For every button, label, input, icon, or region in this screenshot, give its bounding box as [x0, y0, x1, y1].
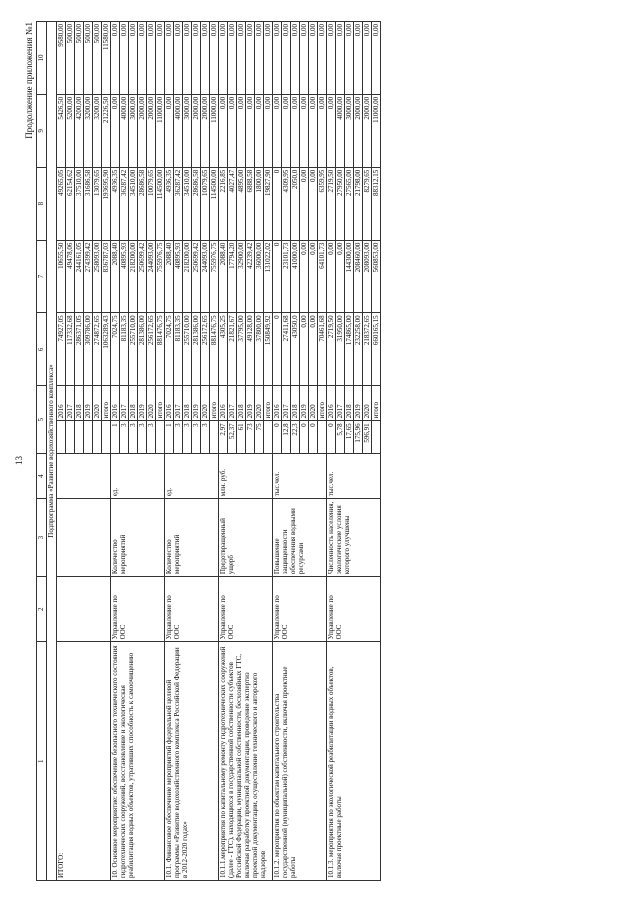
value-cell: 4000,00 — [174, 94, 183, 167]
value-cell: 250699,42 — [192, 240, 201, 313]
value-cell: 27950,00 — [336, 167, 345, 240]
value-cell: 0,00 — [318, 94, 327, 167]
executor-cell: Управление по ООС — [111, 577, 165, 642]
value-cell: 0,00 — [282, 22, 291, 95]
value-cell: 500,00 — [84, 22, 93, 95]
value-cell: 0,00 — [120, 22, 129, 95]
value-cell: 114500,00 — [156, 167, 165, 240]
year-cell: 2019 — [246, 386, 255, 421]
value-cell: 31950,00 — [336, 313, 345, 386]
year-cell: 2018 — [237, 386, 246, 421]
indicator-cell: Численность населения, экологические условия которого улучшены — [327, 499, 381, 577]
value-cell: 0,00 — [273, 94, 282, 167]
year-cell: 2016 — [111, 386, 120, 421]
value-cell: 41000,00 — [291, 240, 300, 313]
value-cell: 286371,05 — [75, 313, 84, 386]
activity-cell: 10. Основное мероприятие: обеспечение безопасного технического состояния гидротехнических сооружений, восстановление и экологическая реабилитация водных объектов, утративших способность к самоочищению — [111, 642, 165, 881]
value-cell: 17794,20 — [228, 240, 237, 313]
indicator-value-cell: 22,3 — [291, 421, 300, 454]
year-cell: 2018 — [75, 386, 84, 421]
value-cell: 4936,35 — [111, 167, 120, 240]
indicator-value-cell: 3 — [183, 421, 192, 454]
value-cell: 0,00 — [228, 94, 237, 167]
value-cell: 0,00 — [309, 22, 318, 95]
value-cell: 0,00 — [336, 240, 345, 313]
activity-cell: ИТОГО: — [57, 642, 111, 881]
indicator-value-cell — [57, 421, 66, 454]
value-cell: 0 — [273, 167, 282, 240]
indicator-value-cell: 3 — [201, 421, 210, 454]
value-cell: 3000,00 — [129, 94, 138, 167]
value-cell: 2088,40 — [165, 240, 174, 313]
value-cell: 42239,42 — [246, 240, 255, 313]
table-row — [219, 22, 228, 881]
value-cell: 3000,00 — [183, 94, 192, 167]
year-cell: 2017 — [174, 386, 183, 421]
value-cell: 81183,35 — [174, 313, 183, 386]
value-cell: 49265,05 — [57, 167, 66, 240]
value-cell: 40895,93 — [174, 240, 183, 313]
value-cell: 836787,03 — [102, 240, 111, 313]
value-cell: 21821,67 — [228, 313, 237, 386]
value-cell: 2000,00 — [192, 94, 201, 167]
col-number: 6 — [37, 313, 47, 386]
value-cell: 0,00 — [345, 22, 354, 95]
value-cell: 0,00 — [165, 94, 174, 167]
indicator-value-cell — [93, 421, 102, 454]
value-cell: 0,00 — [327, 240, 336, 313]
value-cell: 2216,85 — [219, 167, 228, 240]
value-cell: 62154,62 — [66, 167, 75, 240]
value-cell: 144300,00 — [345, 240, 354, 313]
value-cell: 6888,58 — [246, 167, 255, 240]
value-cell: 11000,00 — [372, 94, 381, 167]
value-cell: 0,00 — [363, 22, 372, 95]
indicator-value-cell — [84, 421, 93, 454]
value-cell: 255710,00 — [183, 313, 192, 386]
col-number: 7 — [37, 240, 47, 313]
value-cell: 3200,00 — [84, 94, 93, 167]
year-cell: 2019 — [138, 386, 147, 421]
indicator-value-cell: 3 — [147, 421, 156, 454]
value-cell: 3200,00 — [93, 94, 102, 167]
value-cell: 0,00 — [255, 22, 264, 95]
column-number-row — [37, 22, 47, 881]
col-number: 10 — [37, 22, 47, 95]
value-cell: 3000,00 — [345, 94, 354, 167]
value-cell: 0,00 — [291, 94, 300, 167]
table-row — [327, 22, 336, 881]
indicator-value-cell — [156, 421, 165, 454]
executor-cell: Управление по ООС — [327, 577, 381, 642]
value-cell: 28686,58 — [138, 167, 147, 240]
value-cell: 0,00 — [282, 94, 291, 167]
year-cell: 2020 — [363, 386, 372, 421]
col-number: 9 — [37, 94, 47, 167]
value-cell: 2000,00 — [201, 94, 210, 167]
value-cell: 36000,00 — [255, 240, 264, 313]
value-cell: 0,00 — [327, 94, 336, 167]
value-cell: 208093,00 — [363, 240, 372, 313]
value-cell: 0,00 — [309, 240, 318, 313]
year-cell: 2017 — [120, 386, 129, 421]
year-cell: 2020 — [255, 386, 264, 421]
value-cell: 208460,00 — [354, 240, 363, 313]
value-cell: 500,00 — [75, 22, 84, 95]
value-cell: 10655,50 — [57, 240, 66, 313]
indicator-value-cell: 3 — [174, 421, 183, 454]
year-cell: 2017 — [66, 386, 75, 421]
year-cell: 2018 — [183, 386, 192, 421]
value-cell: 49478,06 — [66, 240, 75, 313]
year-cell: 2019 — [354, 386, 363, 421]
value-cell: 49128,00 — [246, 313, 255, 386]
value-cell: 0,00 — [300, 167, 309, 240]
indicator-value-cell — [66, 421, 75, 454]
year-cell: 2018 — [129, 386, 138, 421]
value-cell: 0,00 — [264, 22, 273, 95]
value-cell: 0,00 — [210, 22, 219, 95]
indicator-value-cell — [372, 421, 381, 454]
value-cell: 21798,00 — [354, 167, 363, 240]
value-cell: 28686,58 — [192, 167, 201, 240]
indicator-value-cell — [75, 421, 84, 454]
indicator-value-cell: 5,78 — [336, 421, 345, 454]
indicator-value-cell — [264, 421, 273, 454]
value-cell: 174865,00 — [345, 313, 354, 386]
value-cell: 4000,00 — [120, 94, 129, 167]
value-cell: 0,00 — [300, 313, 309, 386]
indicator-value-cell: 0 — [273, 421, 282, 454]
value-cell: 27565,00 — [345, 167, 354, 240]
value-cell: 4200,00 — [75, 94, 84, 167]
value-cell: 281386,00 — [192, 313, 201, 386]
indicator-cell: Предотвращенный ущерб — [219, 499, 273, 577]
indicator-value-cell: 61 — [237, 421, 246, 454]
indicator-value-cell — [102, 421, 111, 454]
year-cell: 2016 — [219, 386, 228, 421]
value-cell: 37795,00 — [237, 313, 246, 386]
activity-cell: 10.1. Финансовое обеспечение мероприятий федеральной целевой программы «Развитие водохозяйственного комплекса Российской Федерации в 2012-2020 годах» — [165, 642, 219, 881]
value-cell: 218372,65 — [363, 313, 372, 386]
indicator-value-cell: 17,65 — [345, 421, 354, 454]
value-cell: 2000,00 — [138, 94, 147, 167]
value-cell: 2719,50 — [327, 167, 336, 240]
indicator-value-cell — [318, 421, 327, 454]
col-number: 8 — [37, 167, 47, 240]
value-cell: 43050,0 — [291, 313, 300, 386]
value-cell: 4936,35 — [165, 167, 174, 240]
year-cell: 2019 — [84, 386, 93, 421]
value-cell: 218200,00 — [183, 240, 192, 313]
value-cell: 0,00 — [192, 22, 201, 95]
value-cell: 114500,00 — [210, 167, 219, 240]
value-cell: 0,00 — [183, 22, 192, 95]
value-cell: 0,00 — [264, 94, 273, 167]
year-cell: итого — [210, 386, 219, 421]
col-number: 2 — [37, 577, 47, 642]
value-cell: 250699,42 — [138, 240, 147, 313]
value-cell: 70461,68 — [318, 313, 327, 386]
value-cell: 881476,75 — [156, 313, 165, 386]
indicator-value-cell: 0 — [309, 421, 318, 454]
value-cell: 256172,65 — [201, 313, 210, 386]
value-cell: 0,00 — [309, 167, 318, 240]
year-cell: 2017 — [228, 386, 237, 421]
table-row — [111, 22, 120, 881]
activity-cell: 10.1.1.мероприятия по капитальному ремонту гидротехнических сооружений (далее - ГТС), находящихся в государственной собственности субъектов Российской Федерации, муниципальной собственности, бесхозяйных ГТС, включая разработку проектной документации, проведение экспертиз проектной документации, осуществление технического и авторского надзоров — [219, 642, 273, 881]
unit-cell: ед. — [165, 454, 219, 499]
value-cell: 0,00 — [327, 22, 336, 95]
year-cell: итого — [372, 386, 381, 421]
indicator-value-cell: 0 — [300, 421, 309, 454]
value-cell: 218200,00 — [129, 240, 138, 313]
value-cell: 193695,90 — [102, 167, 111, 240]
value-cell: 2000,00 — [147, 94, 156, 167]
value-cell: 0,00 — [336, 22, 345, 95]
table-row — [165, 22, 174, 881]
indicator-value-cell: 2,97 — [219, 421, 228, 454]
value-cell: 37800,00 — [255, 313, 264, 386]
year-cell: итого — [318, 386, 327, 421]
value-cell: 0,00 — [354, 22, 363, 95]
year-cell: 2018 — [345, 386, 354, 421]
indicator-value-cell: 75 — [255, 421, 264, 454]
value-cell: 6359,95 — [318, 167, 327, 240]
year-cell: 2020 — [93, 386, 102, 421]
value-cell: 27411,68 — [282, 313, 291, 386]
value-cell: 500,00 — [66, 22, 75, 95]
indicator-cell: Количество мероприятий — [111, 499, 165, 577]
unit-cell: млн. руб. — [219, 454, 273, 499]
value-cell: 0,00 — [165, 22, 174, 95]
value-cell: 4000,00 — [336, 94, 345, 167]
indicator-value-cell: 3 — [129, 421, 138, 454]
indicator-value-cell: 596,91 — [363, 421, 372, 454]
indicator-cell: Повышение защищенности обеспечения водными ресурсами — [273, 499, 327, 577]
executor-cell — [57, 577, 111, 642]
year-cell: 2017 — [336, 386, 345, 421]
value-cell: 0,00 — [129, 22, 138, 95]
value-cell: 0,00 — [237, 22, 246, 95]
indicator-value-cell: 3 — [138, 421, 147, 454]
value-cell: 0,00 — [300, 240, 309, 313]
year-cell: 2016 — [165, 386, 174, 421]
value-cell: 0,00 — [300, 94, 309, 167]
value-cell: 37510,00 — [75, 167, 84, 240]
year-cell: 2019 — [192, 386, 201, 421]
value-cell: 0,00 — [228, 22, 237, 95]
value-cell: 7024,75 — [111, 313, 120, 386]
value-cell: 0,00 — [246, 22, 255, 95]
value-cell: 0 — [273, 313, 282, 386]
value-cell: 32900,00 — [237, 240, 246, 313]
value-cell: 281386,00 — [138, 313, 147, 386]
value-cell: 34510,00 — [129, 167, 138, 240]
value-cell: 244093,00 — [147, 240, 156, 313]
value-cell: 0,00 — [219, 22, 228, 95]
value-cell: 258093,00 — [93, 240, 102, 313]
value-cell: 0,00 — [372, 22, 381, 95]
value-cell: 0,00 — [318, 22, 327, 95]
value-cell: 0,00 — [255, 94, 264, 167]
program-table — [36, 21, 381, 881]
indicator-value-cell: 1 — [165, 421, 174, 454]
value-cell: 881476,75 — [210, 313, 219, 386]
value-cell: 36287,42 — [120, 167, 129, 240]
value-cell: 309786,00 — [84, 313, 93, 386]
indicator-cell: Количество мероприятий — [165, 499, 219, 577]
value-cell: 19827,90 — [264, 167, 273, 240]
value-cell: 2000,00 — [363, 94, 372, 167]
year-cell: 2016 — [57, 386, 66, 421]
table-row — [273, 22, 282, 881]
value-cell: 117332,68 — [66, 313, 75, 386]
value-cell: 9580,00 — [57, 22, 66, 95]
value-cell: 0,00 — [309, 94, 318, 167]
value-cell: 0,00 — [219, 94, 228, 167]
year-cell: 2018 — [291, 386, 300, 421]
year-cell: 2020 — [309, 386, 318, 421]
indicator-value-cell: 12,8 — [282, 421, 291, 454]
value-cell: 2088,40 — [111, 240, 120, 313]
value-cell: 64101,73 — [318, 240, 327, 313]
value-cell: 31686,58 — [84, 167, 93, 240]
value-cell: 7024,75 — [165, 313, 174, 386]
activity-cell: 10.1.2. мероприятия по объектам капитального строительства государственной (муниципальной) собственности, включая проектные работы — [273, 642, 327, 881]
col-number: 1 — [37, 642, 47, 881]
unit-cell — [57, 454, 111, 499]
value-cell: 4027,47 — [228, 167, 237, 240]
value-cell: 4895,00 — [237, 167, 246, 240]
value-cell: 274399,42 — [84, 240, 93, 313]
value-cell: 755976,75 — [210, 240, 219, 313]
activity-cell: 10.1.3. мероприятия по экологической реабилитации водных объектов, включая проектные работы — [327, 642, 381, 881]
value-cell: 2050,0 — [291, 167, 300, 240]
value-cell: 8279,65 — [363, 167, 372, 240]
year-cell: 2016 — [327, 386, 336, 421]
value-cell: 232258,00 — [354, 313, 363, 386]
value-cell: 11000,00 — [210, 94, 219, 167]
indicator-value-cell: 3 — [192, 421, 201, 454]
year-cell: 2020 — [147, 386, 156, 421]
value-cell: 0,00 — [138, 22, 147, 95]
year-cell: итого — [102, 386, 111, 421]
indicator-value-cell: 0 — [327, 421, 336, 454]
value-cell: 0,00 — [246, 94, 255, 167]
value-cell: 560853,00 — [372, 240, 381, 313]
value-cell: 256172,65 — [147, 313, 156, 386]
value-cell: 21226,50 — [102, 94, 111, 167]
unit-cell: ед. — [111, 454, 165, 499]
value-cell: 74927,05 — [57, 313, 66, 386]
value-cell: 4309,95 — [282, 167, 291, 240]
value-cell: 4305,25 — [219, 313, 228, 386]
value-cell: 2719,50 — [327, 313, 336, 386]
value-cell: 755976,75 — [156, 240, 165, 313]
value-cell: 10079,65 — [201, 167, 210, 240]
value-cell: 5426,50 — [57, 94, 66, 167]
value-cell: 0,00 — [201, 22, 210, 95]
unit-cell: тыс.чел. — [273, 454, 327, 499]
value-cell: 500,00 — [93, 22, 102, 95]
table-row — [57, 22, 66, 881]
value-cell: 0,00 — [273, 22, 282, 95]
executor-cell: Управление по ООС — [165, 577, 219, 642]
value-cell: 0,00 — [309, 313, 318, 386]
value-cell: 0 — [273, 240, 282, 313]
year-cell: итого — [264, 386, 273, 421]
value-cell: 0,00 — [111, 94, 120, 167]
value-cell: 0,00 — [291, 22, 300, 95]
indicator-value-cell — [210, 421, 219, 454]
year-cell: итого — [156, 386, 165, 421]
col-number: 3 — [37, 499, 47, 577]
value-cell: 2000,00 — [354, 94, 363, 167]
value-cell: 2088,40 — [219, 240, 228, 313]
value-cell: 0,00 — [237, 94, 246, 167]
indicator-value-cell: 175,96 — [354, 421, 363, 454]
executor-cell: Управление по ООС — [273, 577, 327, 642]
continuation-note: Продолжение приложения №1 — [24, 22, 34, 139]
value-cell: 13079,65 — [93, 167, 102, 240]
value-cell: 150849,92 — [264, 313, 273, 386]
indicator-value-cell: 52,37 — [228, 421, 237, 454]
value-cell: 131022,02 — [264, 240, 273, 313]
col-number: 5 — [37, 386, 47, 454]
executor-cell: Управление по ООС — [219, 577, 273, 642]
value-cell: 0,00 — [147, 22, 156, 95]
subprogram-title: Подпрограмма «Развитие водохозяйственного комплекса» — [47, 22, 57, 881]
value-cell: 40895,93 — [120, 240, 129, 313]
year-cell: 2017 — [282, 386, 291, 421]
value-cell: 11000,00 — [156, 94, 165, 167]
col-number: 4 — [37, 454, 47, 499]
year-cell: 2016 — [273, 386, 282, 421]
value-cell: 88312,15 — [372, 167, 381, 240]
year-cell: 2019 — [300, 386, 309, 421]
value-cell: 10079,65 — [147, 167, 156, 240]
unit-cell: тыс.чел. — [327, 454, 381, 499]
value-cell: 36287,42 — [174, 167, 183, 240]
indicator-cell — [57, 499, 111, 577]
value-cell: 255710,00 — [129, 313, 138, 386]
value-cell: 1800,00 — [255, 167, 264, 240]
value-cell: 81183,35 — [120, 313, 129, 386]
value-cell: 5200,00 — [66, 94, 75, 167]
value-cell: 274872,65 — [93, 313, 102, 386]
value-cell: 34510,00 — [183, 167, 192, 240]
value-cell: 11580,00 — [102, 22, 111, 95]
subprogram-row — [47, 22, 57, 881]
value-cell: 1063289,43 — [102, 313, 111, 386]
value-cell: 0,00 — [156, 22, 165, 95]
value-cell: 660165,15 — [372, 313, 381, 386]
indicator-value-cell: 3 — [120, 421, 129, 454]
value-cell: 0,00 — [111, 22, 120, 95]
value-cell: 0,00 — [174, 22, 183, 95]
value-cell: 244093,00 — [201, 240, 210, 313]
value-cell: 0,00 — [300, 22, 309, 95]
value-cell: 23101,73 — [282, 240, 291, 313]
page-number: 13 — [14, 456, 24, 465]
year-cell: 2020 — [201, 386, 210, 421]
indicator-value-cell: 1 — [111, 421, 120, 454]
value-cell: 244161,05 — [75, 240, 84, 313]
indicator-value-cell: 73 — [246, 421, 255, 454]
